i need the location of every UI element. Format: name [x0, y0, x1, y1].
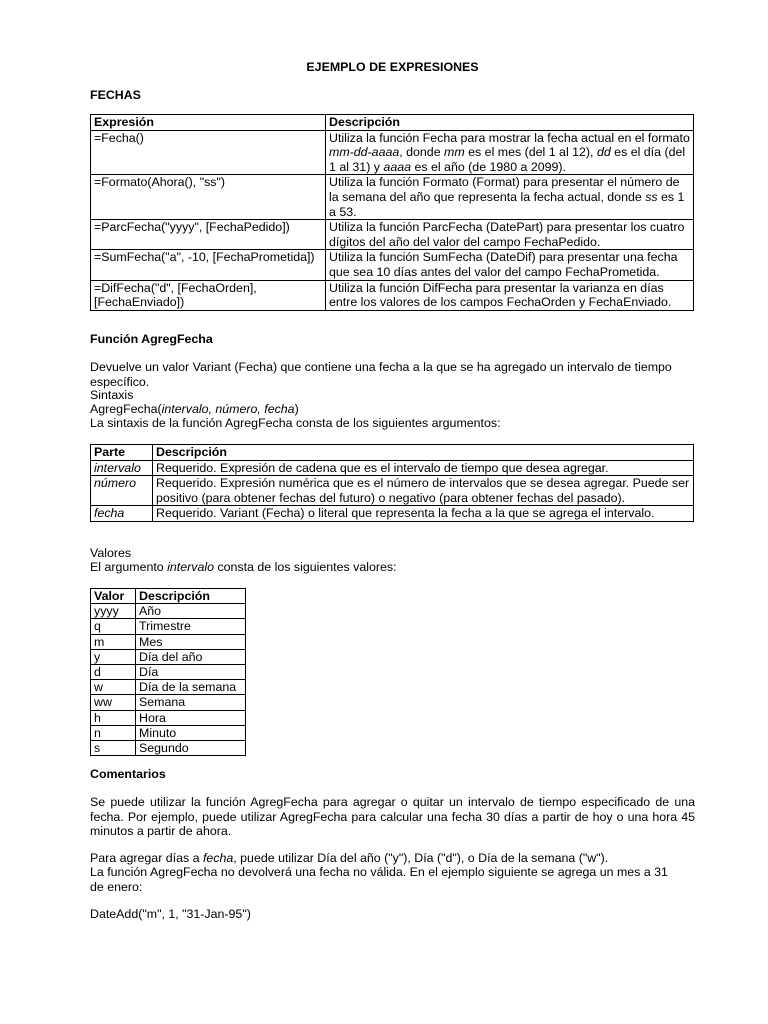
arguments-table	[90, 444, 694, 522]
table-row	[91, 741, 246, 756]
description-cell: Día de la semana	[136, 680, 246, 695]
table-row	[91, 619, 246, 634]
expressions-table	[90, 114, 694, 311]
comentarios-paragraph-1: Se puede utilizar la función AgregFecha para agregar o quitar un intervalo de tiempo especificado de una fecha. Por ejemplo, puede utilizar AgregFecha para calcular una fecha 30 días a partir de hoy o una hora 45 minutos a partir de ahora.	[90, 795, 695, 839]
table-header-row	[91, 445, 694, 461]
expression-cell: =ParcFecha("yyyy", [FechaPedido])	[91, 220, 326, 250]
interval-values-table	[90, 588, 246, 756]
valores-label: Valores	[90, 546, 132, 560]
column-header-descripcion: Descripción	[153, 445, 694, 461]
table-row	[91, 130, 694, 175]
value-cell: ww	[91, 695, 136, 710]
syntax-line: AgregFecha(intervalo, número, fecha)	[90, 402, 299, 416]
value-cell: d	[91, 665, 136, 680]
value-cell: h	[91, 710, 136, 725]
expression-cell: =Fecha()	[91, 130, 326, 175]
table-row	[91, 725, 246, 740]
expression-cell: =DifFecha("d", [FechaOrden], [FechaEnviado])	[91, 280, 326, 310]
description-cell: Trimestre	[136, 619, 246, 634]
table-header-row	[91, 589, 246, 604]
description-cell: Año	[136, 604, 246, 619]
table-row	[91, 634, 246, 649]
description-cell: Requerido. Variant (Fecha) o literal que representa la fecha a la que se agrega el intervalo.	[153, 506, 694, 522]
code-example: DateAdd("m", 1, "31-Jan-95")	[90, 907, 251, 921]
description-cell: Utiliza la función SumFecha (DateDif) para presentar una fecha que sea 10 días antes del valor del campo FechaPrometida.	[326, 250, 694, 280]
table-row	[91, 280, 694, 310]
arguments-intro: La sintaxis de la función AgregFecha consta de los siguientes argumentos:	[90, 416, 501, 430]
description-cell: Mes	[136, 634, 246, 649]
table-row	[91, 460, 694, 476]
page-title: EJEMPLO DE EXPRESIONES	[306, 60, 479, 74]
table-row	[91, 175, 694, 220]
value-cell: yyyy	[91, 604, 136, 619]
description-cell: Utiliza la función ParcFecha (DatePart) para presentar los cuatro dígitos del año del valor del campo FechaPedido.	[326, 220, 694, 250]
table-row	[91, 649, 246, 664]
table-row	[91, 220, 694, 250]
description-cell: Requerido. Expresión numérica que es el número de intervalos que se desea agregar. Puede ser positivo (para obtener fechas del futuro) o negativo (para obtener fechas del pasado).	[153, 476, 694, 506]
value-cell: s	[91, 741, 136, 756]
table-row	[91, 476, 694, 506]
column-header-expresion: Expresión	[91, 115, 326, 131]
part-cell: intervalo	[91, 460, 153, 476]
description-cell: Requerido. Expresión de cadena que es el intervalo de tiempo que desea agregar.	[153, 460, 694, 476]
description-cell: Día del año	[136, 649, 246, 664]
part-cell: número	[91, 476, 153, 506]
description-cell: Utiliza la función Fecha para mostrar la fecha actual en el formato mm-dd-aaaa, donde mm es el mes (del 1 al 12), dd es el día (del 1 al 31) y aaaa es el año (de 1980 a 2099).	[326, 130, 694, 175]
table-header-row	[91, 115, 694, 131]
expression-cell: =Formato(Ahora(), "ss")	[91, 175, 326, 220]
column-header-parte: Parte	[91, 445, 153, 461]
comentarios-paragraph-2: Para agregar días a fecha, puede utilizar Día del año ("y"), Día ("d"), o Día de la semana ("w").	[90, 851, 609, 865]
description-cell: Utiliza la función Formato (Format) para presentar el número de la semana del año que representa la fecha actual, donde ss es 1 a 53.	[326, 175, 694, 220]
column-header-descripcion: Descripción	[326, 115, 694, 131]
comentarios-paragraph-3: La función AgregFecha no devolverá una fecha no válida. En el ejemplo siguiente se agrega un mes a 31 de enero:	[90, 865, 668, 894]
table-row	[91, 695, 246, 710]
value-cell: y	[91, 649, 136, 664]
part-cell: fecha	[91, 506, 153, 522]
agregfecha-intro: Devuelve un valor Variant (Fecha) que contiene una fecha a la que se ha agregado un intervalo de tiempo específico.	[90, 360, 672, 389]
description-cell: Utiliza la función DifFecha para presentar la varianza en días entre los valores de los campos FechaOrden y FechaEnviado.	[326, 280, 694, 310]
description-cell: Minuto	[136, 725, 246, 740]
section-heading-agregfecha: Función AgregFecha	[90, 332, 213, 346]
table-row	[91, 710, 246, 725]
description-cell: Segundo	[136, 741, 246, 756]
valores-intro: El argumento intervalo consta de los siguientes valores:	[90, 560, 397, 574]
column-header-valor: Valor	[91, 589, 136, 604]
table-row	[91, 665, 246, 680]
sintaxis-label: Sintaxis	[90, 388, 134, 402]
expression-cell: =SumFecha("a", -10, [FechaPrometida])	[91, 250, 326, 280]
table-row	[91, 506, 694, 522]
description-cell: Semana	[136, 695, 246, 710]
description-cell: Hora	[136, 710, 246, 725]
section-heading-fechas: FECHAS	[90, 88, 141, 102]
description-cell: Día	[136, 665, 246, 680]
table-row	[91, 604, 246, 619]
value-cell: w	[91, 680, 136, 695]
value-cell: q	[91, 619, 136, 634]
value-cell: n	[91, 725, 136, 740]
column-header-descripcion: Descripción	[136, 589, 246, 604]
section-heading-comentarios: Comentarios	[90, 767, 166, 781]
table-row	[91, 250, 694, 280]
value-cell: m	[91, 634, 136, 649]
table-row	[91, 680, 246, 695]
